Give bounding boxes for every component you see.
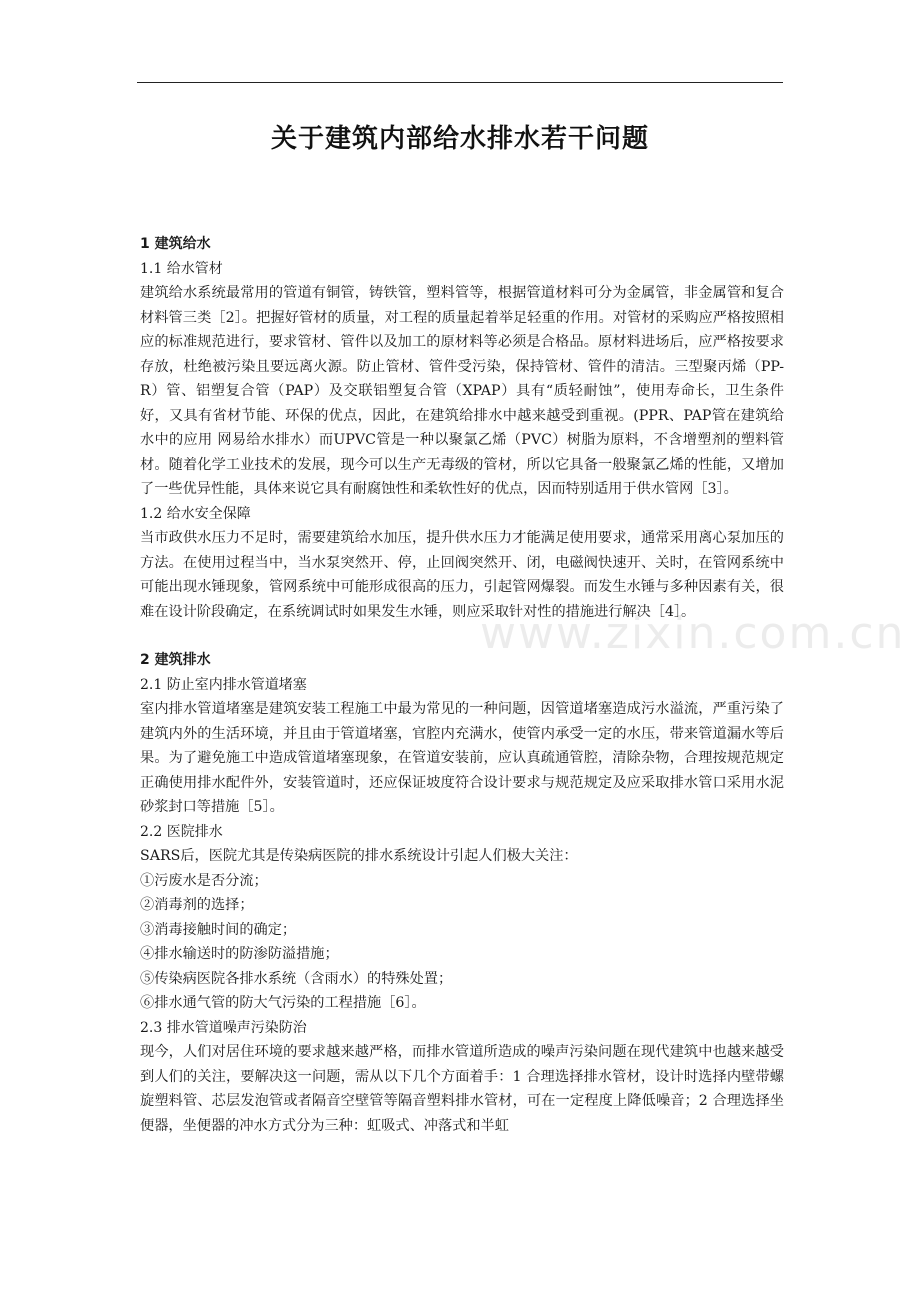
section-2-3-paragraph: 现今，人们对居住环境的要求越来越严格，而排水管道所造成的噪声污染问题在现代建筑中也越来越受到人们的关注，要解决这一问题，需从以下几个方面着手：1 合理选择排水管材，设计时选择内壁带螺旋塑料管、芯层发泡管或者隔音空壁管等隔音塑料排水管材，可在一定程度上降低噪音；2 合理选择坐便器，坐便器的冲水方式分为三种：虹吸式、冲落式和半虹 bbox=[140, 1044, 784, 1134]
section-2-heading: 2 建筑排水 bbox=[140, 652, 211, 668]
list-item: ⑥排水通气管的防大气污染的工程措施［6］。 bbox=[140, 995, 426, 1011]
section-2-3-heading: 2.3 排水管道噪声污染防治 bbox=[140, 1019, 307, 1036]
list-item: ④排水输送时的防渗防溢措施； bbox=[140, 946, 339, 962]
section-1-1-paragraph: 建筑给水系统最常用的管道有铜管，铸铁管，塑料管等，根据管道材料可分为金属管，非金属管和复合材料管三类［2］。把握好管材的质量，对工程的质量起着举足轻重的作用。对管材的采购应严格按照相应的标准规范进行，要求管材、管件以及加工的原材料等必须是合格品。原材料进场后，应严格按要求存放，杜绝被污染且要远离火源。防止管材、管件受污染，保持管材、管件的清洁。三型聚丙烯（PP-R）管、铝塑复合管（PAP）及交联铝塑复合管（XPAP）具有“质轻耐蚀”，使用寿命长，卫生条件好，又具有省材节能、环保的优点，因此，在建筑给排水中越来越受到重视。(PPR、PAP管在建筑给水中的应用 网易给水排水）而UPVC管是一种以聚氯乙烯（PVC）树脂为原料，不含增塑剂的塑料管材。随着化学工业技术的发展，现今可以生产无毒级的管材，所以它具备一般聚氯乙烯的性能，又增加了一些优异性能，具体来说它具有耐腐蚀性和柔软性好的优点，因而特别适用于供水管网［3］。 bbox=[140, 285, 784, 497]
document-body bbox=[140, 232, 784, 1138]
section-1-2-heading: 1.2 给水安全保障 bbox=[140, 505, 251, 522]
section-spacer bbox=[140, 624, 784, 648]
section-2-2-paragraph: SARS后，医院尤其是传染病医院的排水系统设计引起人们极大关注： bbox=[140, 848, 578, 864]
section-1-1-heading: 1.1 给水管材 bbox=[140, 260, 223, 277]
header-rule bbox=[137, 82, 783, 83]
list-item: ②消毒剂的选择； bbox=[140, 897, 254, 913]
section-1-heading: 1 建筑给水 bbox=[140, 236, 211, 252]
list-item: ①污废水是否分流； bbox=[140, 872, 268, 889]
watermark-text: www.zixin.com.cn bbox=[480, 608, 906, 659]
section-2-1-paragraph: 室内排水管道堵塞是建筑安装工程施工中最为常见的一种问题，因管道堵塞造成污水溢流，严重污染了建筑内外的生活环境，并且由于管道堵塞，官腔内充满水，使管内承受一定的水压，带来管道漏水等后果。为了避免施工中造成管道堵塞现象，在管道安装前，应认真疏通管腔，清除杂物，合理按规范规定正确使用排水配件外，安装管道时，还应保证坡度符合设计要求与规范规定及应采取排水管口采用水泥砂浆封口等措施［5］。 bbox=[140, 701, 784, 815]
list-item: ③消毒接触时间的确定； bbox=[140, 921, 297, 938]
section-1-2-paragraph: 当市政供水压力不足时，需要建筑给水加压，提升供水压力才能满足使用要求，通常采用离心泵加压的方法。在使用过程当中，当水泵突然开、停，止回阀突然开、闭，电磁阀快速开、关时，在管网系统中可能出现水锤现象，管网系统中可能形成很高的压力，引起管网爆裂。而发生水锤与多种因素有关，很难在设计阶段确定，在系统调试时如果发生水锤，则应采取针对性的措施进行解决［4］。 bbox=[140, 530, 784, 620]
section-2-2-heading: 2.2 医院排水 bbox=[140, 823, 223, 840]
list-item: ⑤传染病医院各排水系统（含雨水）的特殊处置； bbox=[140, 970, 453, 987]
document-title: 关于建筑内部给水排水若干问题 bbox=[270, 124, 649, 154]
section-2-1-heading: 2.1 防止室内排水管道堵塞 bbox=[140, 676, 307, 693]
